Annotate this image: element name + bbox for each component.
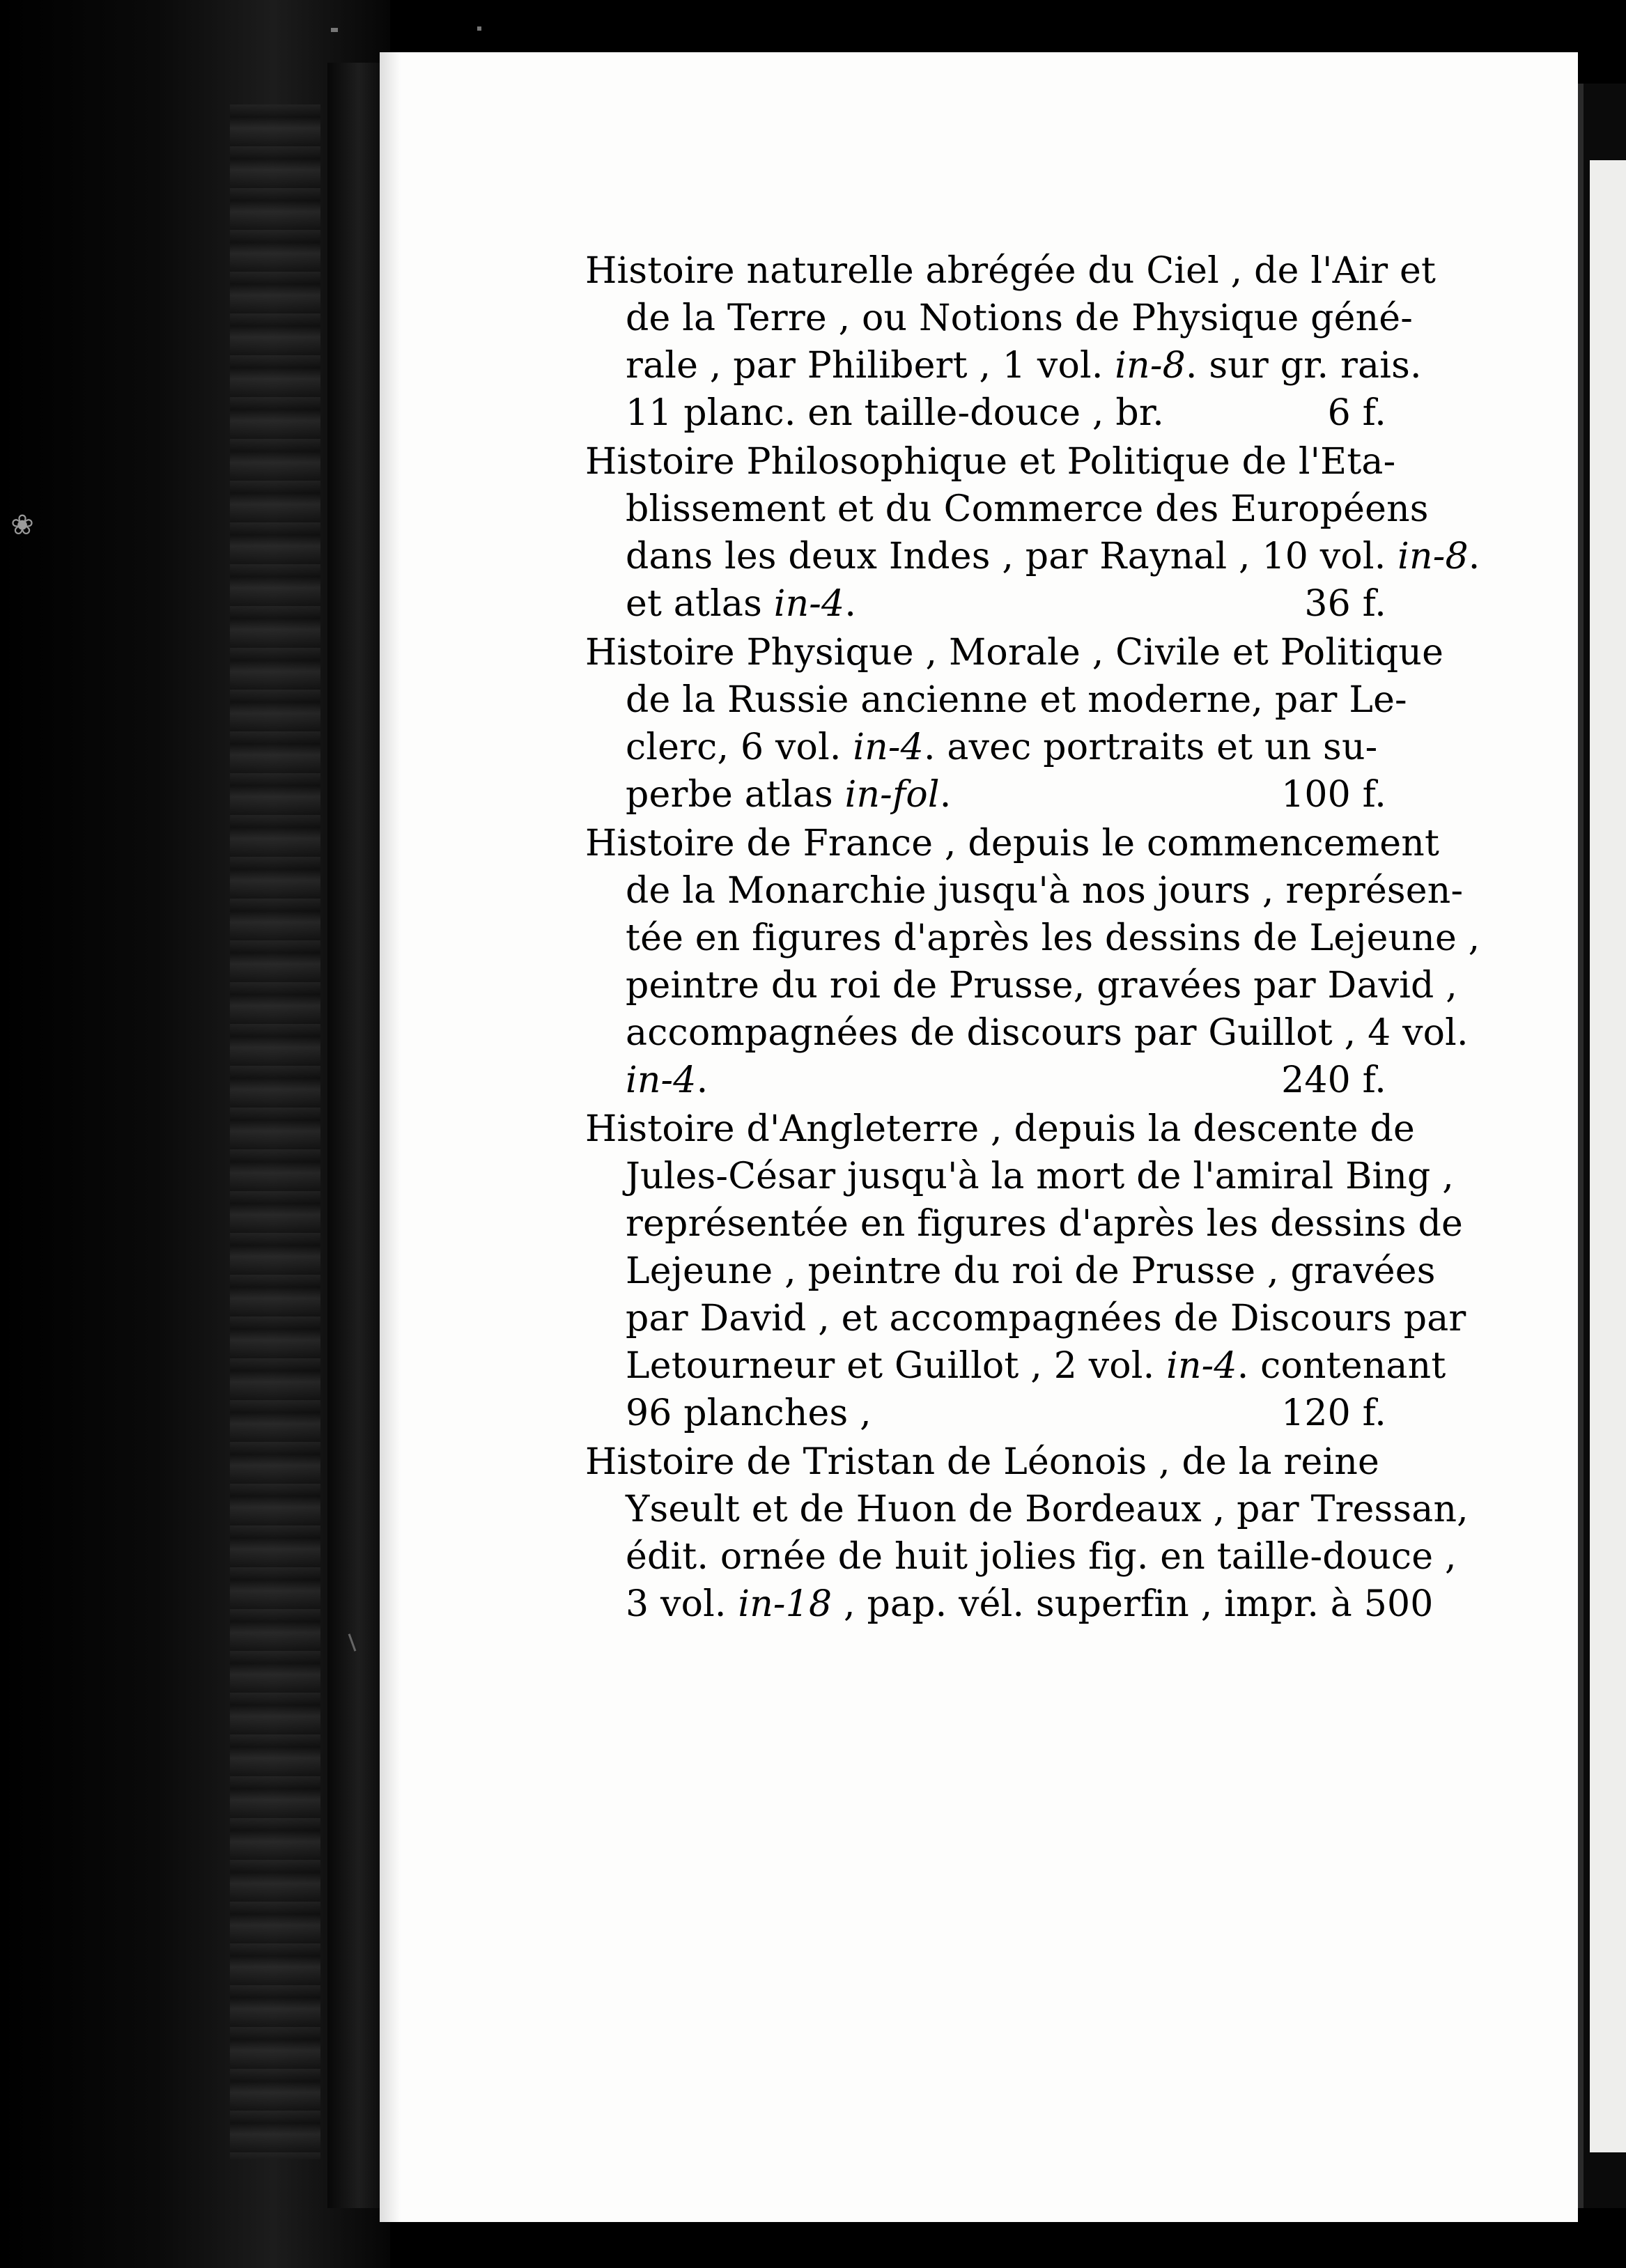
entry-line: par David , et accompagnées de Discours par bbox=[626, 1298, 1466, 1339]
entry-line: dans les deux Indes , par Raynal , 10 vol. in-8 bbox=[626, 536, 1469, 577]
entry-line: édit. ornée de huit jolies fig. en taille-douce , bbox=[626, 1536, 1457, 1578]
entry-line: rale , par Philibert , 1 vol. in-8. sur gr. rais. bbox=[626, 345, 1422, 387]
margin-ornament: ❀ bbox=[10, 509, 34, 541]
catalogue-entry bbox=[585, 247, 1437, 437]
page-edge-shadow bbox=[380, 52, 401, 2222]
entry-line: perbe atlas in-fol. bbox=[626, 774, 952, 816]
entry-line: Histoire de France , depuis le commencement bbox=[585, 823, 1440, 864]
entry-price: 240 f. bbox=[1281, 1059, 1386, 1101]
entry-line: Histoire de Tristan de Léonois , de la reine bbox=[585, 1441, 1380, 1483]
entry-line: de la Terre , ou Notions de Physique géné- bbox=[626, 297, 1414, 339]
catalogue-entry bbox=[585, 629, 1444, 818]
entry-line: Histoire d'Angleterre , depuis la descente de bbox=[585, 1108, 1415, 1150]
entry-line: tée en figures d'après les dessins de Lejeune , bbox=[626, 917, 1480, 959]
entry-line: Letourneur et Guillot , 2 vol. in-4. contenant bbox=[626, 1345, 1446, 1387]
entry-price: 100 f. bbox=[1281, 774, 1386, 816]
entry-last-line bbox=[585, 389, 1386, 437]
entry-line: accompagnées de discours par Guillot , 4 vol. bbox=[626, 1012, 1469, 1054]
catalogue-entry bbox=[585, 820, 1480, 1104]
entry-line: Histoire Physique , Morale , Civile et Politique bbox=[585, 632, 1444, 674]
entry-last-line bbox=[585, 1390, 1386, 1437]
entry-price: 120 f. bbox=[1281, 1392, 1386, 1434]
scan-speck bbox=[477, 26, 481, 31]
catalogue-entry bbox=[585, 1105, 1466, 1437]
entry-line: Histoire Philosophique et Politique de l'Eta- bbox=[585, 441, 1396, 483]
entry-line: clerc, 6 vol. in-4. avec portraits et un su- bbox=[626, 727, 1378, 768]
entry-line: 3 vol. in-18 , pap. vél. superfin , impr. à 500 bbox=[626, 1583, 1434, 1625]
scan-speck bbox=[331, 28, 338, 32]
entry-line: 96 planches , bbox=[626, 1392, 872, 1434]
entry-line: de la Russie ancienne et moderne, par Le- bbox=[626, 679, 1407, 721]
entry-last-line bbox=[585, 580, 1386, 628]
next-page-paper bbox=[1590, 160, 1626, 2152]
catalogue-text bbox=[585, 247, 1480, 1629]
entry-line: peintre du roi de Prusse, gravées par David , bbox=[626, 965, 1458, 1007]
entry-line: Jules-César jusqu'à la mort de l'amiral Bing , bbox=[626, 1156, 1454, 1197]
entry-line: Lejeune , peintre du roi de Prusse , gravées bbox=[626, 1250, 1436, 1292]
catalogue-entry bbox=[585, 1438, 1469, 1628]
entry-line: et atlas in-4. bbox=[626, 583, 857, 625]
entry-line: Histoire naturelle abrégée du Ciel , de l'Air et bbox=[585, 250, 1437, 292]
entry-last-line bbox=[585, 1057, 1386, 1104]
spine-texture bbox=[230, 104, 320, 2159]
entry-last-line bbox=[585, 771, 1386, 818]
entry-line: représentée en figures d'après les dessins de bbox=[626, 1203, 1463, 1245]
entry-line: de la Monarchie jusqu'à nos jours , représen- bbox=[626, 870, 1464, 912]
entry-price: 6 f. bbox=[1327, 392, 1386, 434]
entry-price: 36 f. bbox=[1304, 583, 1386, 625]
entry-line: blissement et du Commerce des Européens bbox=[626, 488, 1429, 530]
entry-line: 11 planc. en taille-douce , br. bbox=[626, 392, 1164, 434]
catalogue-entry bbox=[585, 438, 1469, 628]
entry-line: in-4. bbox=[626, 1059, 709, 1101]
entry-line: Yseult et de Huon de Bordeaux , par Tressan, bbox=[626, 1489, 1469, 1530]
